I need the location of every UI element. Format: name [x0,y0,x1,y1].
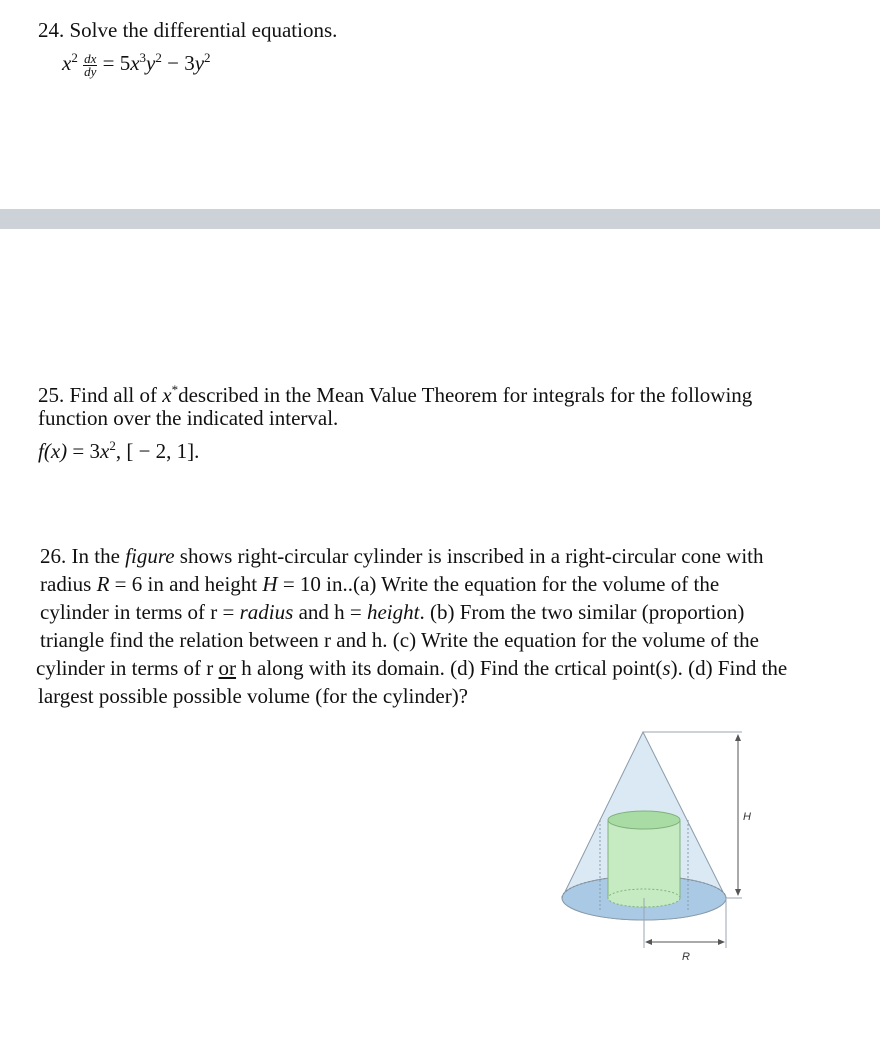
q26-l3-b: and h = [293,600,367,624]
q26-l5-or: or [218,656,237,680]
q26-l2-c: = 10 in..(a) Write the equation for the volume of the [277,572,720,596]
cone-cylinder-figure [550,726,750,962]
q26-line3 [40,598,744,626]
radius-arrow-left [645,939,652,945]
q26-line6: largest possible possible volume (for the cylinder)? [38,684,469,708]
q25-line1-star: * [171,382,179,397]
q24-rhs-y2: y [194,51,205,75]
q26-l5-a: cylinder in terms of r [36,656,219,680]
q24-rhs-eq: = 5 [102,51,131,75]
q24-rhs-y2-exp: 2 [204,50,211,65]
q26-l3-radius: radius [239,600,294,624]
q24-equation [62,44,211,78]
q26-l2-b: = 6 in and height [109,572,263,596]
q26-l5-c: ). (d) Find the [670,656,788,680]
q26-l2-R: R [96,572,110,596]
q26-l5-s: s [662,656,671,680]
q25-line1-b: described in the Mean Value Theorem for integrals for the following [178,383,753,407]
q24-derivative [83,50,97,79]
q24-rhs-y: y [146,51,156,75]
q26-line4: triangle find the relation between r and h. (c) Write the equation for the volume of the [40,628,759,652]
q26-l2-H: H [262,572,278,596]
q25-line2: function over the indicated interval. [38,406,339,430]
q25-x: x [100,439,110,463]
radius-arrow-right [718,939,725,945]
height-arrow-top [735,734,741,741]
q24-rhs-minus: − 3 [161,51,195,75]
q26-l1-fig: figure [125,544,175,568]
q25-paren-x: (x) [43,439,68,463]
q26-line2 [40,570,719,598]
q25-line3 [38,432,199,465]
q24-frac-num: dx [84,50,97,66]
q25-f: f [38,439,44,463]
q24-heading: 24. Solve the differential equations. [38,18,338,42]
label-R: R [682,951,690,963]
q25-line1-var: x [162,383,172,407]
q26-l5-b: h along with its domain. (d) Find the crtical point( [236,656,663,680]
q24-rhs-y-exp: 2 [155,50,162,65]
q26-line1 [40,542,764,570]
q26-l2-a: radius [40,572,97,596]
q24-lhs-exp: 2 [71,50,78,65]
q25-eq: = 3 [67,439,100,463]
q24-frac-den: dy [84,63,97,79]
q26-l3-c: . (b) From the two similar (proportion) [419,600,745,624]
page-divider [0,209,880,229]
q26-l3-a: cylinder in terms of r = [40,600,240,624]
q24-lhs-var: x [62,51,72,75]
q25-interval: , [ − 2, 1]. [115,439,200,463]
height-arrow-bottom [735,889,741,896]
q26-l1-b: shows right-circular cylinder is inscribed in a right-circular cone with [174,544,764,568]
q24-rhs-x: x [130,51,140,75]
q26-line5 [36,654,787,682]
cylinder-top [608,811,680,829]
q25-line1-a: 25. Find all of [38,383,163,407]
q25-exp: 2 [109,438,116,453]
label-H: H [743,811,751,823]
q24-rhs-x-exp: 3 [139,50,147,65]
q26-l1-a: 26. In the [40,544,126,568]
cylinder-body [608,820,680,898]
q26-l3-height: height [366,600,420,624]
